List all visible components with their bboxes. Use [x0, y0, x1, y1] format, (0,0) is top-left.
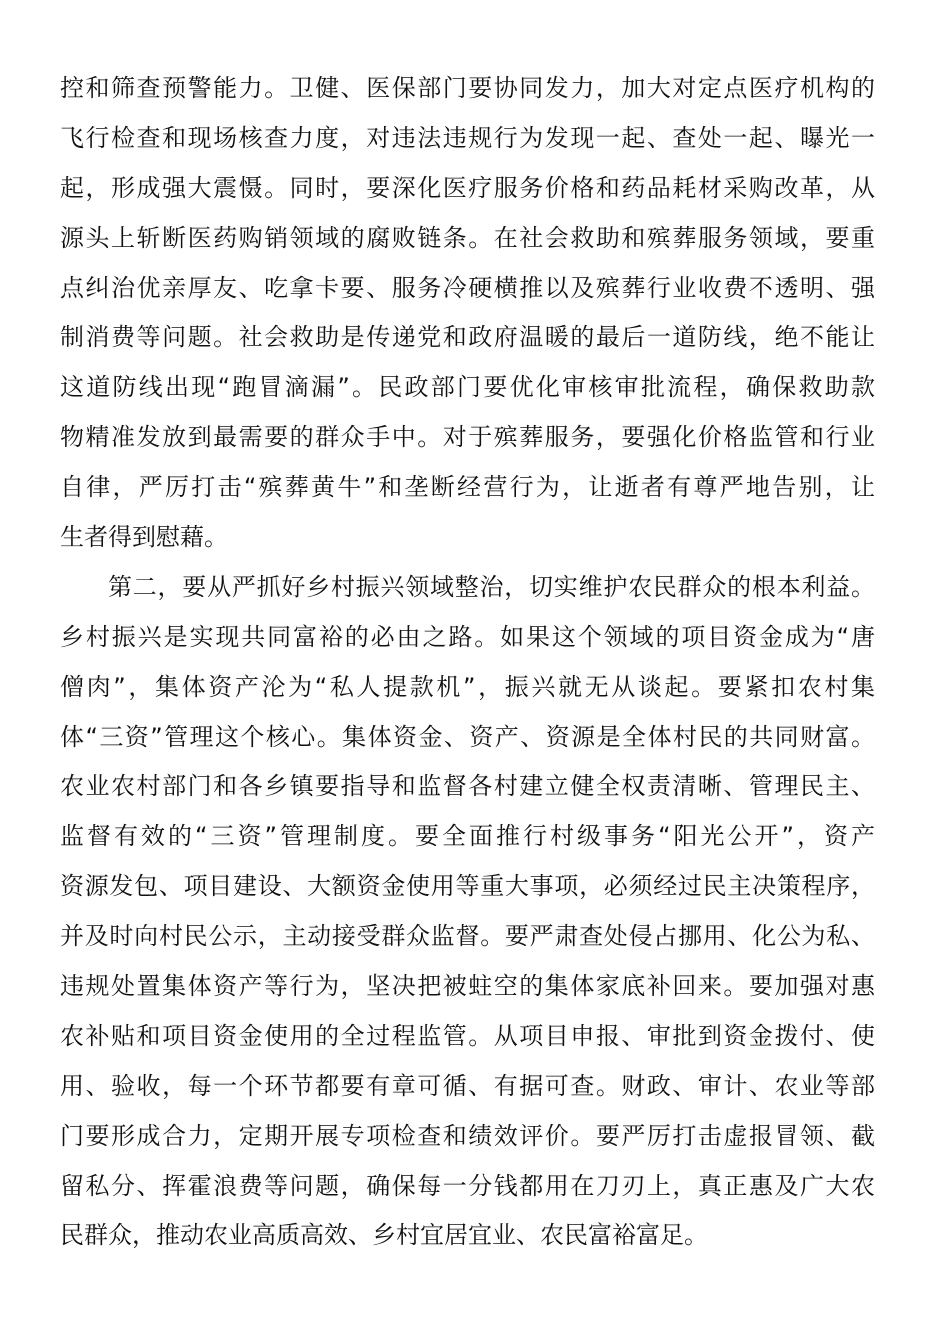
text-line: 监督有效的“三资”管理制度。要全面推行村级事务“阳光公开”，资产 — [60, 822, 875, 851]
paragraph — [60, 72, 875, 571]
text-line: 并及时向村民公示，主动接受群众监督。要严肃查处侵占挪用、化公为私、 — [60, 922, 875, 951]
text-line: 第二，要从严抓好乡村振兴领域整治，切实维护农民群众的根本利益。 — [108, 572, 875, 601]
text-line: 僧肉”，集体资产沦为“私人提款机”，振兴就无从谈起。要紧扣农村集 — [60, 672, 875, 701]
text-line: 这道防线出现“跑冒滴漏”。民政部门要优化审核审批流程，确保救助款 — [60, 373, 875, 402]
text-line: 控和筛查预警能力。卫健、医保部门要协同发力，加大对定点医疗机构的 — [60, 74, 875, 102]
text-line: 物精准发放到最需要的群众手中。对于殡葬服务，要强化价格监管和行业 — [60, 423, 875, 452]
text-line: 农业农村部门和各乡镇要指导和监督各村建立健全权责清晰、管理民主、 — [60, 772, 875, 801]
text-line: 生者得到慰藉。 — [60, 523, 228, 552]
text-line: 违规处置集体资产等行为，坚决把被蛀空的集体家底补回来。要加强对惠 — [60, 972, 875, 1001]
text-line: 点纠治优亲厚友、吃拿卡要、服务冷硬横推以及殡葬行业收费不透明、强 — [60, 273, 875, 302]
text-line: 用、验收，每一个环节都要有章可循、有据可查。财政、审计、农业等部 — [60, 1071, 875, 1100]
text-line: 民群众，推动农业高质高效、乡村宜居宜业、农民富裕富足。 — [60, 1221, 708, 1250]
text-line: 源头上斩断医药购销领域的腐败链条。在社会救助和殡葬服务领域，要重 — [60, 223, 875, 252]
document-page — [60, 72, 875, 1269]
paragraph — [60, 571, 875, 1269]
text-line: 起，形成强大震慑。同时，要深化医疗服务价格和药品耗材采购改革，从 — [60, 173, 875, 202]
text-line: 体“三资”管理这个核心。集体资金、资产、资源是全体村民的共同财富。 — [60, 722, 875, 751]
text-line: 留私分、挥霍浪费等问题，确保每一分钱都用在刀刃上，真正惠及广大农 — [60, 1171, 875, 1200]
text-line: 门要形成合力，定期开展专项检查和绩效评价。要严厉打击虚报冒领、截 — [60, 1121, 875, 1150]
text-line: 乡村振兴是实现共同富裕的必由之路。如果这个领域的项目资金成为“唐 — [60, 622, 875, 651]
text-line: 农补贴和项目资金使用的全过程监管。从项目申报、审批到资金拨付、使 — [60, 1021, 875, 1050]
text-line: 飞行检查和现场核查力度，对违法违规行为发现一起、查处一起、曝光一 — [60, 123, 875, 152]
text-line: 制消费等问题。社会救助是传递党和政府温暖的最后一道防线，绝不能让 — [60, 323, 875, 352]
text-line: 自律，严厉打击“殡葬黄牛”和垄断经营行为，让逝者有尊严地告别，让 — [60, 473, 875, 502]
text-line: 资源发包、项目建设、大额资金使用等重大事项，必须经过民主决策程序， — [60, 872, 875, 901]
